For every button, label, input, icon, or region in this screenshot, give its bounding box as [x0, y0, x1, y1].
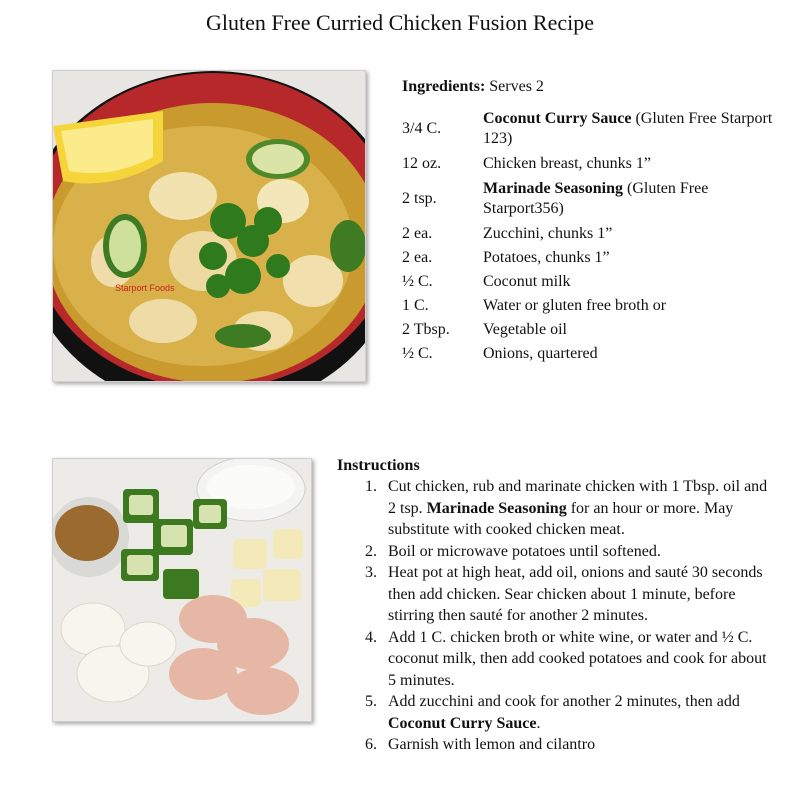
step-number-text: 5. — [365, 693, 377, 710]
ingredient-row — [402, 176, 782, 222]
ingredient-qty: 12 oz. — [402, 155, 442, 172]
instruction-step — [337, 627, 777, 692]
ingredient-bold: Marinade Seasoning — [483, 180, 624, 197]
step-text — [377, 541, 777, 563]
ingredient-row — [402, 294, 782, 318]
step-text — [377, 562, 777, 627]
watermark-text: Starport Foods — [115, 283, 175, 293]
instructions-header: Instructions — [337, 457, 420, 474]
step-text — [377, 691, 777, 734]
step-text-part: Garnish with lemon and cilantro — [388, 736, 596, 753]
step-text-part: Heat pot at high heat, add oil, onions and sauté 30 seconds then add chicken. Sear chicken about 1 minute, before stirring then sauté for another 2 minutes. — [388, 564, 763, 624]
ingredients-header — [402, 76, 782, 98]
ingredient-row — [402, 106, 782, 152]
instructions-section — [337, 456, 777, 756]
ingredient-row — [402, 318, 782, 342]
instruction-step — [337, 541, 777, 563]
step-text-part: . — [536, 714, 541, 732]
ingredient-qty: 2 ea. — [402, 249, 433, 266]
step-number — [337, 541, 377, 563]
step-number — [337, 476, 377, 541]
step-text-bold: Coconut Curry Sauce — [388, 714, 537, 732]
step-text — [377, 476, 777, 541]
step-number-text: 4. — [365, 628, 377, 646]
instruction-step — [337, 562, 777, 627]
ingredients-label: Ingredients: — [402, 78, 486, 95]
ingredient-row — [402, 342, 782, 366]
curry-bowl-photo — [52, 70, 366, 382]
ingredient-name: Chicken breast, chunks 1” — [483, 155, 651, 172]
instructions-list — [337, 476, 777, 756]
page-title: Gluten Free Curried Chicken Fusion Recipe — [206, 10, 594, 35]
instruction-step — [337, 691, 777, 734]
step-text-part: Add zucchini and cook for another 2 minutes, then add — [388, 693, 740, 710]
ingredient-qty: ½ C. — [402, 273, 433, 290]
step-number — [337, 734, 377, 756]
ingredient-name — [483, 109, 782, 149]
ingredient-name — [483, 179, 782, 219]
ingredient-name: Water or gluten free broth or — [483, 297, 667, 314]
ingredient-name: Zucchini, chunks 1” — [483, 225, 613, 242]
step-text-part: Boil or microwave potatoes until softened. — [388, 542, 661, 560]
step-number-text: 2. — [365, 542, 377, 560]
ingredient-detail: (Gluten Free Starport 123) — [483, 110, 773, 147]
ingredient-qty: 3/4 C. — [402, 120, 442, 137]
serves-text: Serves 2 — [489, 78, 544, 95]
step-text-part: Cut chicken, rub and marinate chicken with 1 Tbsp. oil and 2 tsp. — [388, 478, 768, 517]
ingredient-name: Onions, quartered — [483, 345, 598, 362]
raw-ingredients-photo — [52, 458, 312, 722]
instruction-step — [337, 734, 777, 756]
ingredient-qty: 2 tsp. — [402, 190, 437, 207]
ingredient-name: Potatoes, chunks 1” — [483, 249, 610, 266]
step-number — [337, 691, 377, 734]
step-text-bold: Marinade Seasoning — [426, 499, 567, 517]
step-text — [377, 627, 777, 692]
ingredient-row — [402, 222, 782, 246]
step-number — [337, 562, 377, 627]
step-text-part: Add 1 C. chicken broth or white wine, or water and ½ C. coconut milk, then add cooked potatoes and cook for about 5 minutes. — [388, 628, 767, 689]
ingredient-row — [402, 246, 782, 270]
step-number-text: 1. — [365, 478, 377, 495]
ingredient-qty: 1 C. — [402, 297, 429, 314]
ingredient-qty: ½ C. — [402, 345, 433, 362]
step-text-part: for an hour or more. May substitute with cooked chicken meat. — [388, 499, 734, 538]
step-text — [377, 734, 777, 756]
ingredient-row — [402, 270, 782, 294]
step-number-text: 6. — [365, 736, 377, 753]
step-number-text: 3. — [365, 564, 377, 581]
ingredient-name: Vegetable oil — [483, 321, 567, 338]
ingredient-bold: Coconut Curry Sauce — [483, 110, 632, 127]
ingredient-row — [402, 152, 782, 176]
step-number — [337, 627, 377, 692]
ingredient-detail: (Gluten Free Starport356) — [483, 180, 709, 217]
ingredient-qty: 2 ea. — [402, 225, 433, 242]
ingredients-section — [402, 76, 782, 366]
instruction-step — [337, 476, 777, 541]
ingredient-name: Coconut milk — [483, 273, 571, 290]
ingredient-qty: 2 Tbsp. — [402, 321, 450, 338]
